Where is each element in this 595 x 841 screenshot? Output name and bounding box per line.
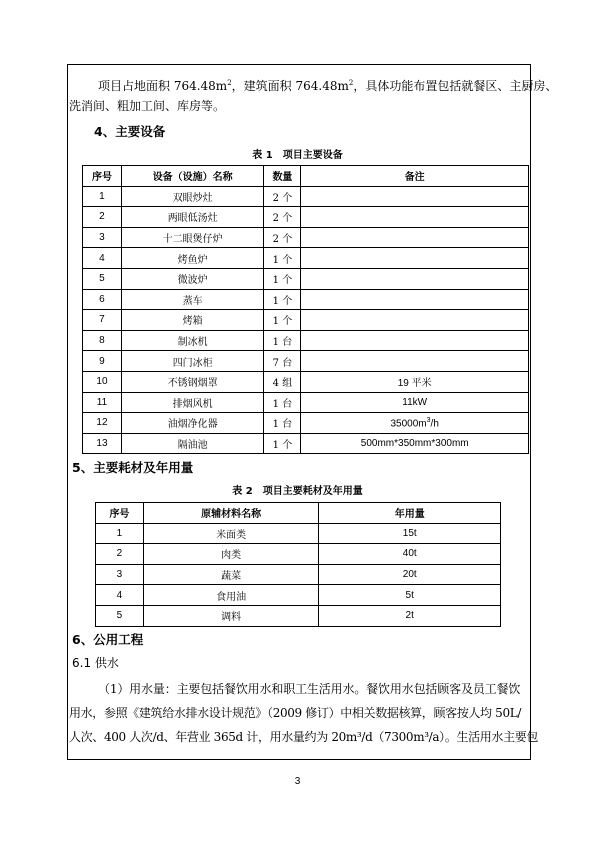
cell-quantity: 4 组 xyxy=(264,371,301,392)
cell-index: 6 xyxy=(83,289,122,310)
table-2-caption: 表 2 项目主要耗材及年用量 xyxy=(232,486,363,497)
paragraph-line-1: （1）用水量：主要包括餐饮用水和职工生活用水。餐饮用水包括顾客及员工餐饮 xyxy=(98,682,521,696)
table-row xyxy=(83,413,529,434)
table-row xyxy=(83,207,529,228)
col-header-qty: 数量 xyxy=(264,166,301,187)
section-5-heading: 5、主要耗材及年用量 xyxy=(72,460,194,475)
cell-quantity: 1 个 xyxy=(264,268,301,289)
cell-equipment-name: 双眼炒灶 xyxy=(121,186,264,207)
cell-note: $35000m^3/h$ xyxy=(301,413,529,434)
col-header-index: 序号 xyxy=(83,166,122,187)
table-row xyxy=(96,523,501,544)
cell-index: 5 xyxy=(96,605,144,626)
cell-equipment-name: 烤箱 xyxy=(121,310,264,331)
cell-equipment-name: 两眼低汤灶 xyxy=(121,207,264,228)
section-6-heading: 6、公用工程 xyxy=(72,632,144,647)
col-header-name: 设备（设施）名称 xyxy=(121,166,264,187)
cell-annual-amount: 5t xyxy=(319,585,501,606)
table-row xyxy=(96,605,501,626)
table-row xyxy=(83,433,529,454)
cell-index: 12 xyxy=(83,413,122,434)
cell-index: 5 xyxy=(83,268,122,289)
cell-index: 11 xyxy=(83,392,122,413)
cell-quantity: 1 个 xyxy=(264,433,301,454)
cell-quantity: 1 个 xyxy=(264,310,301,331)
cell-equipment-name: 烤鱼炉 xyxy=(121,248,264,269)
cell-quantity: 1 台 xyxy=(264,413,301,434)
table-header-row xyxy=(83,166,529,187)
table-row xyxy=(83,351,529,372)
cell-annual-amount: 20t xyxy=(319,564,501,585)
table-row xyxy=(96,564,501,585)
cell-annual-amount: 40t xyxy=(319,544,501,565)
subsection-6-1: 6.1 供水 xyxy=(72,656,119,670)
materials-table xyxy=(95,502,501,627)
cell-quantity: 2 个 xyxy=(264,207,301,228)
table-row xyxy=(83,186,529,207)
cell-note xyxy=(301,207,529,228)
table-row xyxy=(83,371,529,392)
cell-note xyxy=(301,227,529,248)
col-header-index: 序号 xyxy=(96,503,144,524)
cell-note xyxy=(301,310,529,331)
cell-material-name: 调料 xyxy=(143,605,319,626)
cell-quantity: 1 台 xyxy=(264,392,301,413)
cell-index: 1 xyxy=(96,523,144,544)
table-row xyxy=(96,585,501,606)
intro-line-2: 洗消间、粗加工间、库房等。 xyxy=(69,99,226,113)
table-row xyxy=(83,268,529,289)
cell-equipment-name: 四门冰柜 xyxy=(121,351,264,372)
cell-equipment-name: 制冰机 xyxy=(121,330,264,351)
intro-line-1: 项目占地面积 $764.48m^2$，建筑面积 $764.48m^2$，具体功能布置包括就餐区、主厨房、 xyxy=(98,79,558,93)
cell-note: 500mm*350mm*300mm xyxy=(301,433,529,454)
cell-quantity: 1 个 xyxy=(264,248,301,269)
cell-note: 19 平米 xyxy=(301,371,529,392)
cell-equipment-name: 不锈钢烟罩 xyxy=(121,371,264,392)
table-row xyxy=(96,544,501,565)
page-number: 3 xyxy=(294,776,301,787)
cell-index: 4 xyxy=(83,248,122,269)
cell-note xyxy=(301,289,529,310)
cell-quantity: 1 个 xyxy=(264,289,301,310)
cell-note xyxy=(301,248,529,269)
cell-material-name: 食用油 xyxy=(143,585,319,606)
cell-equipment-name: 油烟净化器 xyxy=(121,413,264,434)
table-row xyxy=(83,392,529,413)
cell-equipment-name: 隔油池 xyxy=(121,433,264,454)
cell-index: 3 xyxy=(96,564,144,585)
cell-material-name: 肉类 xyxy=(143,544,319,565)
cell-index: 8 xyxy=(83,330,122,351)
col-header-note: 备注 xyxy=(301,166,529,187)
cell-material-name: 米面类 xyxy=(143,523,319,544)
cell-material-name: 蔬菜 xyxy=(143,564,319,585)
cell-quantity: 1 台 xyxy=(264,330,301,351)
cell-equipment-name: 蒸车 xyxy=(121,289,264,310)
col-header-material: 原辅材料名称 xyxy=(143,503,319,524)
cell-equipment-name: 排烟风机 xyxy=(121,392,264,413)
paragraph-line-2: 用水，参照《建筑给水排水设计规范》（2009 修订）中相关数据核算，顾客按人均 50L/ xyxy=(69,706,522,720)
cell-equipment-name: 十二眼煲仔炉 xyxy=(121,227,264,248)
table-row xyxy=(83,289,529,310)
paragraph-line-3: 人次、400 人次/d、年营业 365d 计，用水量约为 20m³/d（7300m³/a）。生活用水主要包 xyxy=(69,730,539,744)
table-1-caption: 表 1 项目主要设备 xyxy=(252,150,343,161)
cell-note xyxy=(301,330,529,351)
cell-equipment-name: 微波炉 xyxy=(121,268,264,289)
table-row xyxy=(83,227,529,248)
cell-annual-amount: 2t xyxy=(319,605,501,626)
cell-note: 11kW xyxy=(301,392,529,413)
cell-note xyxy=(301,186,529,207)
cell-index: 7 xyxy=(83,310,122,331)
cell-annual-amount: 15t xyxy=(319,523,501,544)
col-header-annual: 年用量 xyxy=(319,503,501,524)
cell-quantity: 2 个 xyxy=(264,186,301,207)
cell-note xyxy=(301,351,529,372)
table-row xyxy=(83,330,529,351)
table-header-row xyxy=(96,503,501,524)
cell-index: 4 xyxy=(96,585,144,606)
table-row xyxy=(83,310,529,331)
cell-index: 13 xyxy=(83,433,122,454)
cell-note xyxy=(301,268,529,289)
cell-index: 2 xyxy=(96,544,144,565)
cell-index: 1 xyxy=(83,186,122,207)
section-4-heading: 4、主要设备 xyxy=(94,124,166,139)
cell-quantity: 2 个 xyxy=(264,227,301,248)
cell-index: 10 xyxy=(83,371,122,392)
cell-index: 9 xyxy=(83,351,122,372)
cell-quantity: 7 台 xyxy=(264,351,301,372)
cell-index: 3 xyxy=(83,227,122,248)
table-row xyxy=(83,248,529,269)
equipment-table xyxy=(82,165,529,454)
cell-index: 2 xyxy=(83,207,122,228)
